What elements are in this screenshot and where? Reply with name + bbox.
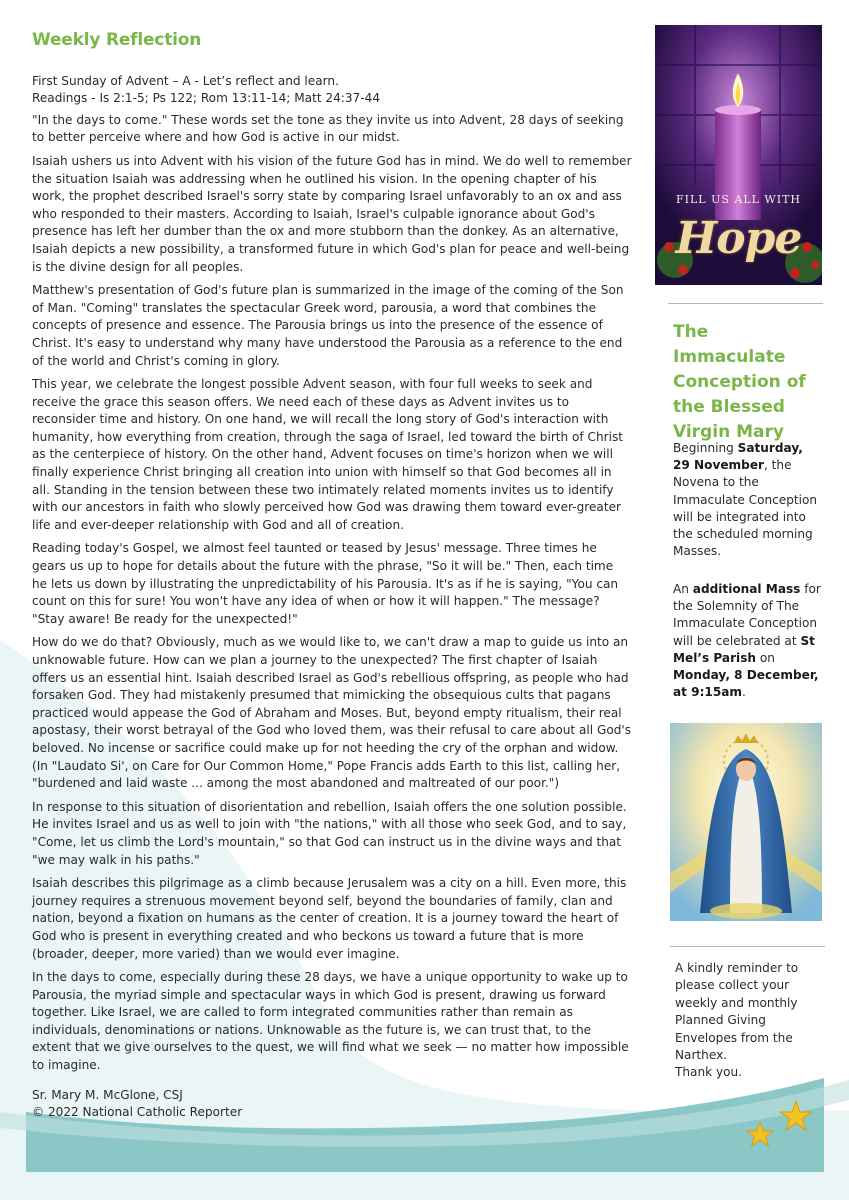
virgin-mary-image <box>670 723 822 921</box>
paragraph: Matthew's presentation of God's future plan is summarized in the image of the coming of the Son of Man. "Coming" translates the spectacular Greek word, parousia, a word that combines the concepts of presence and essence. The Parousia brings us into the presence of the essence of Christ. It's easy to understand why many have understood the Parousia as a reference to the end of the world and Christ's coming in glory. <box>32 283 624 368</box>
paragraph: Isaiah describes this pilgrimage as a climb because Jerusalem was a city on a hill. Even more, this journey requires a strenuous movement beyond self, beyond the boundaries of family, clan and nation, beyond a fixation on humans as the center of creation. It is a journey toward the heart of God who is present in everything created and who beckons us toward a future that is more (broader, deeper, more varied) than we would ever imagine. <box>32 876 627 961</box>
paragraph: In response to this situation of disorientation and rebellion, Isaiah offers the one solution possible. He invites Israel and us as well to join with "the nations," with all those who seek God, and to say, "Come, let us climb the Lord's mountain," so that God can instruct us in the divine ways and that "we may walk in his paths." <box>32 799 627 867</box>
paragraph: Isaiah ushers us into Advent with his vision of the future God has in mind. We do well to remember the situation Isaiah was addressing when he outlined his vision. In the opening chapter of his work, the prophet described Israel's sorry state by comparing Israel unfavorably to an ox and ass who responded to their masters. According to Isaiah, Israel's culpable ignorance about God's presence has left her dumber than the ox and more stubborn than the donkey. As an alternative, Isaiah depicts a new possibility, a transformed future in which God's plan for peace and well-being is the divine design for all peoples. <box>32 153 632 274</box>
advent-subtitle: First Sunday of Advent – A - Let’s reflect and learn. <box>32 73 339 88</box>
readings-list: Readings - Is 2:1-5; Ps 122; Rom 13:11-14; Matt 24:37-44 <box>32 91 381 106</box>
author-name: Sr. Mary M. McGlone, CSJ <box>32 1087 183 1102</box>
advent-hope-poster <box>655 25 822 285</box>
mass-text-on: on <box>756 650 775 665</box>
paragraph: "In the days to come." These words set the tone as they invite us into Advent, 28 days of seeking to better perceive where and how God is active in our midst. <box>32 112 624 145</box>
reading-info <box>32 73 632 108</box>
thank-you-text: Thank you. <box>675 1065 743 1080</box>
mass-date-time: Monday, 8 December, at 9:15am <box>673 668 819 700</box>
signature <box>32 1087 632 1122</box>
paragraph: Reading today's Gospel, we almost feel taunted or teased by Jesus' message. Three times he gears us up to hope for details about the future with the phrase, "So it will be." Then, each time he lets us down by illustrating the unpredictability of his Parousia. It's as if he is saying, "You can count on this for sure! You won't have any idea of when or how it will happen." The message? "Stay aware! Be ready for the unexpected!" <box>32 541 619 626</box>
novena-notice <box>673 440 823 560</box>
reminder-divider <box>670 946 825 947</box>
poster-hope-word: Hope <box>675 213 802 264</box>
paragraph: In the days to come, especially during these 28 days, we have a unique opportunity to wake up to Parousia, the myriad simple and spectacular ways in which God is present, drawing us forward together. Like Israel, we are called to form integrated communities rather than remain as individuals, denominations or nations. Unknowable as the future is, we can trust that, to the extent that we give ourselves to the quest, we will find what we seek — no matter how impossible to imagine. <box>32 970 629 1073</box>
mass-additional: additional Mass <box>692 582 801 596</box>
mass-text-mid: for the Solemnity of The Immaculate Conception will be celebrated at <box>673 582 821 648</box>
reminder-text: A kindly reminder to please collect your weekly and monthly Planned Giving Envelopes from the Narthex. <box>675 961 799 1063</box>
mass-parish: St Mel’s Parish <box>673 633 815 665</box>
star-icon <box>747 1122 773 1146</box>
stars-decoration <box>740 1098 820 1153</box>
star-icon <box>780 1101 812 1130</box>
mass-text-pre: An <box>673 582 693 596</box>
novena-date: Saturday, 29 November <box>673 441 803 473</box>
paragraph: This year, we celebrate the longest possible Advent season, with four full weeks to seek and receive the grace this season offers. We need each of these days as Advent invites us to reconsider time and history. On one hand, we will recall the long story of God's interaction with humanity, how everything from creation, through the saga of Israel, led toward the birth of Christ as the centerpiece of history. On the other hand, Advent focuses on time's horizon when we will finally experience Christ bringing all creation into union with himself so that God becomes all in all. Standing in the tension between these two intimately related moments invites us to identify with our ancestors in faith who slowly perceived how God was drawing them toward ever-greater life and ever-deeper relationship with God and all of creation. <box>32 377 624 532</box>
planned-giving-reminder <box>675 960 825 1082</box>
poster-caption: FILL US ALL WITH <box>675 193 802 206</box>
novena-text-pre: Beginning <box>673 441 738 455</box>
additional-mass-notice <box>673 581 823 701</box>
immaculate-conception-title: The Immaculate Conception of the Blessed Virgin Mary <box>673 322 806 442</box>
weekly-reflection-article <box>32 30 632 1122</box>
novena-text-post: , the Novena to the Immaculate Conception will be integrated into the scheduled morning Masses. <box>673 458 818 559</box>
page-title: Weekly Reflection <box>32 30 202 50</box>
copyright: © 2022 National Catholic Reporter <box>32 1105 243 1120</box>
sidebar-divider <box>668 303 823 304</box>
mass-text-end: . <box>742 685 746 700</box>
paragraph: How do we do that? Obviously, much as we would like to, we can't draw a map to guide us into an unknowable future. How can we plan a journey to the unexpected? The first chapter of Isaiah offers us an essential hint. Isaiah described Israel as God's rebellious offspring, as people who had forsaken God. They had mistakenly presumed that mimicking the obsequious cults that pagans practiced would appease the God of Abraham and Moses. But, beyond empty ritualism, their real apostasy, their worst betrayal of the God who loved them, was their refusal to care about all God's beloved. No incense or sacrifice could make up for not heeding the cry of the orphan and widow. (In "Laudato Si', on Care for Our Common Home," Pope Francis adds Earth to this list, calling her, "burdened and laid waste ... among the most abandoned and maltreated of our poor.") <box>32 635 632 791</box>
